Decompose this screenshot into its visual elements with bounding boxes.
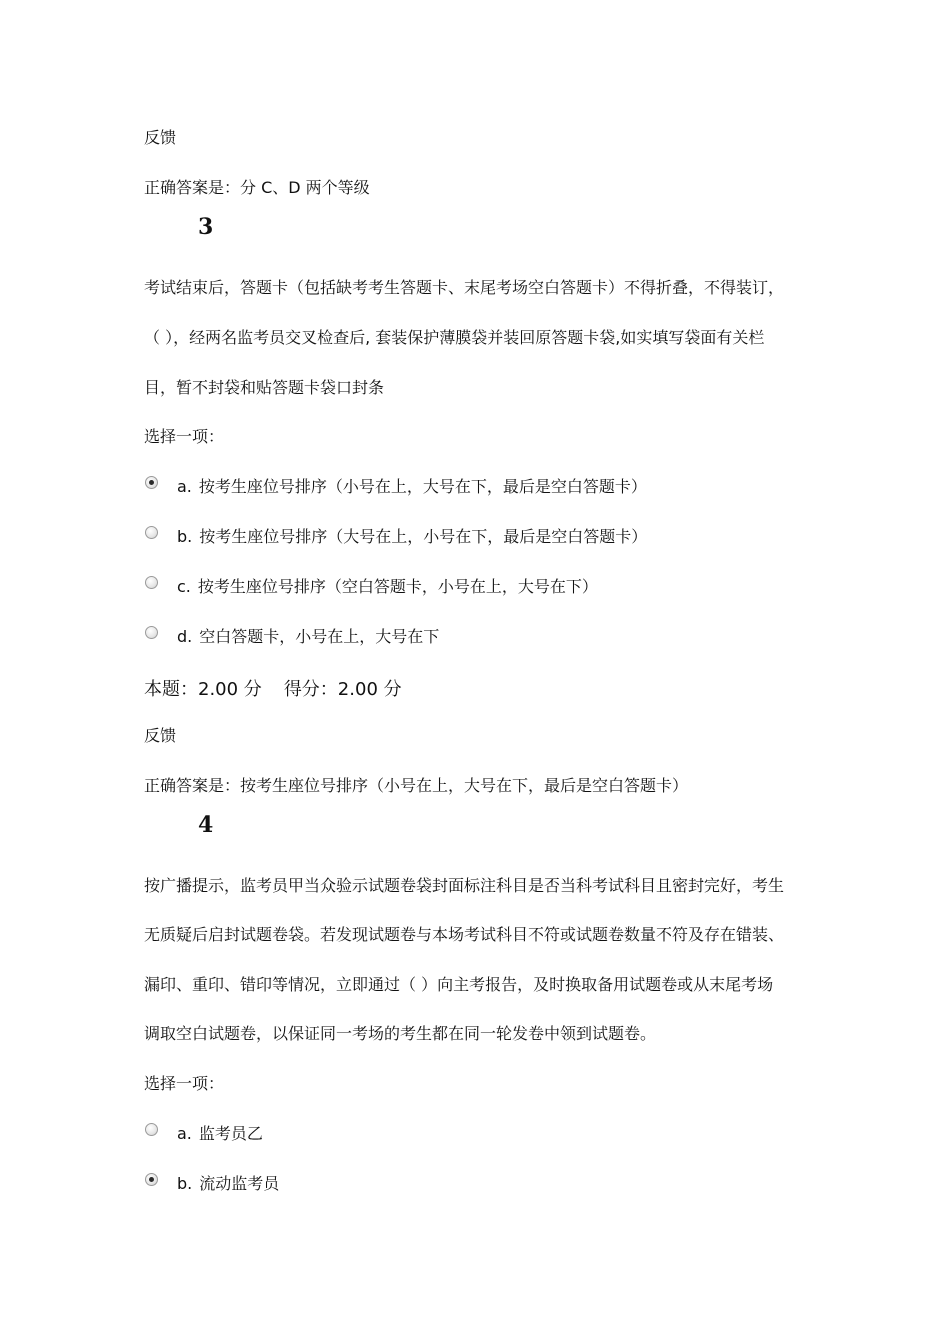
radio-button[interactable]: [145, 1123, 158, 1136]
option-label: c. 按考生座位号排序（空白答题卡，小号在上，大号在下）: [177, 577, 598, 596]
score-line: [144, 678, 402, 702]
choose-one-prompt: 选择一项：: [144, 1074, 225, 1093]
question-text-line: 漏印、重印、错印等情况，立即通过（ ）向主考报告，及时换取备用试题卷或从末尾考场: [144, 975, 774, 994]
q3-correct-answer: 正确答案是：按考生座位号排序（小号在上，大号在下，最后是空白答题卡）: [144, 776, 689, 795]
question-text-line: （ ），经两名监考员交叉检查后, 套装保护薄膜袋并装回原答题卡袋,如实填写袋面有关栏: [144, 328, 765, 347]
radio-button[interactable]: [145, 576, 158, 589]
option-label: d. 空白答题卡，小号在上，大号在下: [177, 627, 440, 646]
question-text-line: 按广播提示，监考员甲当众验示试题卷袋封面标注科目是否当科考试科目且密封完好，考生: [144, 876, 785, 895]
question-points: 本题：2.00 分: [144, 679, 262, 700]
question-text-line: 调取空白试题卷，以保证同一考场的考生都在同一轮发卷中领到试题卷。: [144, 1024, 657, 1043]
choose-one-prompt: 选择一项：: [144, 427, 225, 446]
q3-feedback-label: 反馈: [144, 726, 177, 745]
radio-button-selected[interactable]: [145, 1173, 158, 1186]
radio-button[interactable]: [145, 526, 158, 539]
option-label: a. 按考生座位号排序（小号在上，大号在下，最后是空白答题卡）: [177, 477, 647, 496]
option-label: b. 按考生座位号排序（大号在上，小号在下，最后是空白答题卡）: [177, 527, 648, 546]
q2-feedback-label: 反馈: [144, 128, 177, 147]
question-number: 4: [198, 812, 214, 838]
earned-points: 得分：2.00 分: [283, 679, 402, 700]
question-number: 3: [198, 214, 214, 240]
question-text-line: 考试结束后，答题卡（包括缺考考生答题卡、末尾考场空白答题卡）不得折叠，不得装订，: [144, 278, 785, 297]
question-text-line: 目，暂不封袋和贴答题卡袋口封条: [144, 378, 385, 397]
radio-button[interactable]: [145, 626, 158, 639]
option-label: a. 监考员乙: [177, 1124, 263, 1143]
radio-button-selected[interactable]: [145, 476, 158, 489]
option-label: b. 流动监考员: [177, 1174, 280, 1193]
question-text-line: 无质疑后启封试题卷袋。若发现试题卷与本场考试科目不符或试题卷数量不符及存在错装、: [144, 925, 785, 944]
q2-correct-answer: 正确答案是：分 C、D 两个等级: [144, 178, 370, 197]
